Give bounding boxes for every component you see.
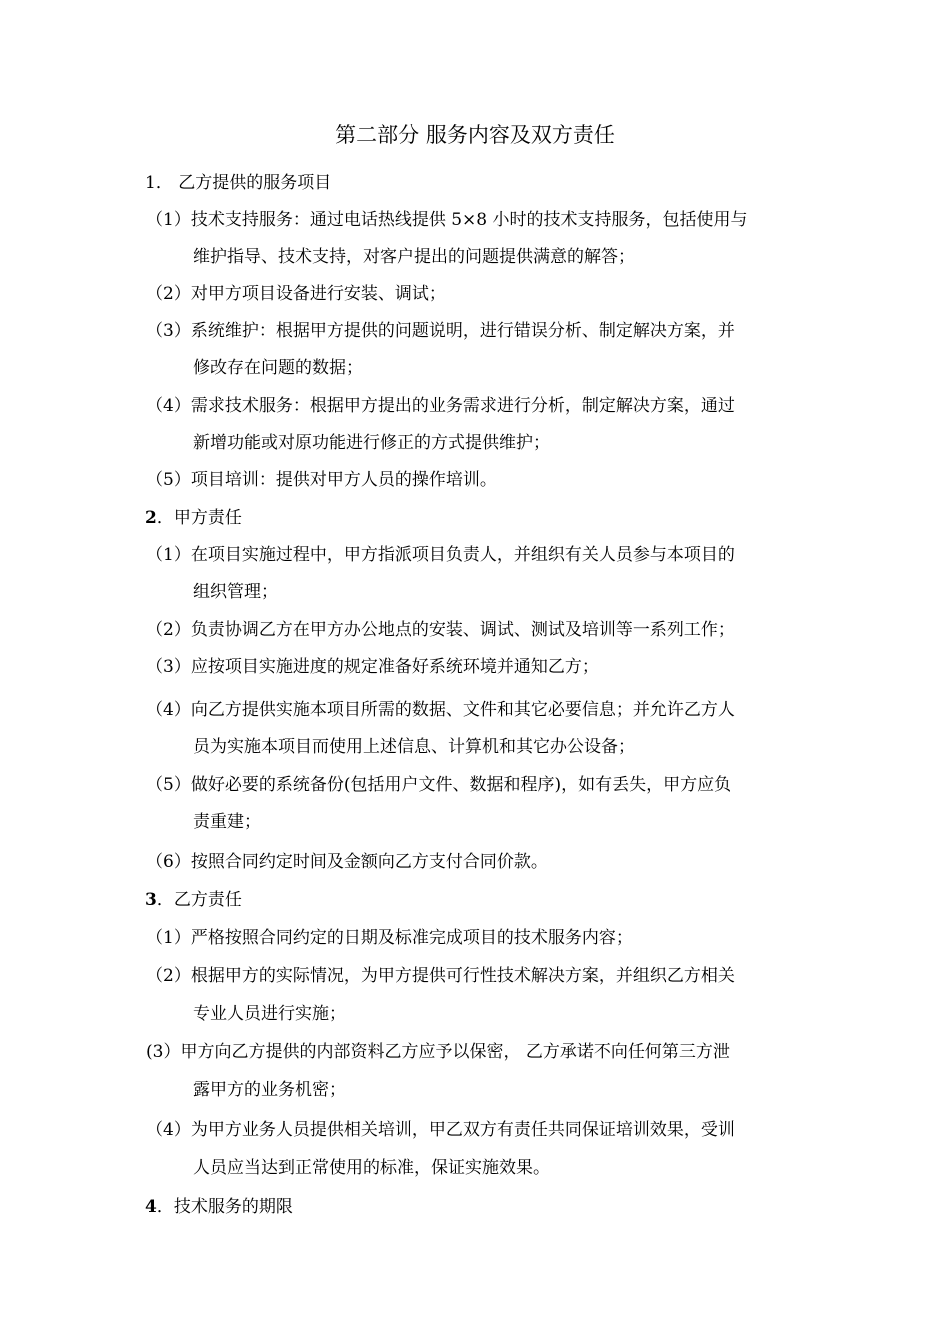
section-3-item-3: (3）甲方向乙方提供的内部资料乙方应予以保密， 乙方承诺不向任何第三方泄 xyxy=(146,1042,730,1062)
section-1-item-2: （2）对甲方项目设备进行安装、调试； xyxy=(146,284,446,304)
section-1-item-1: （1）技术支持服务：通过电话热线提供 5×8 小时的技术支持服务，包括使用与 xyxy=(146,210,748,230)
section-2-item-4-continued: 员为实施本项目而使用上述信息、计算机和其它办公设备； xyxy=(193,737,635,757)
page-title: 第二部分 服务内容及双方责任 xyxy=(335,123,615,147)
section-3-item-4: （4）为甲方业务人员提供相关培训，甲乙双方有责任共同保证培训效果，受训 xyxy=(146,1120,735,1140)
section-1-item-3: （3）系统维护：根据甲方提供的问题说明，进行错误分析、制定解决方案，并 xyxy=(146,321,735,341)
section-1-item-5: （5）项目培训：提供对甲方人员的操作培训。 xyxy=(146,470,497,490)
section-1-item-1-continued: 维护指导、技术支持，对客户提出的问题提供满意的解答； xyxy=(193,247,635,267)
section-3-heading xyxy=(145,887,242,913)
section-2-item-5: （5）做好必要的系统备份(包括用户文件、数据和程序)，如有丢失，甲方应负 xyxy=(146,775,732,795)
section-4-title: ．技术服务的期限 xyxy=(156,1197,293,1217)
section-2-title: ．甲方责任 xyxy=(156,508,242,528)
section-3-item-3-continued: 露甲方的业务机密； xyxy=(193,1080,346,1100)
section-3-item-2-continued: 专业人员进行实施； xyxy=(193,1004,346,1024)
section-2-item-5-continued: 责重建； xyxy=(193,812,261,832)
section-3-item-1: （1）严格按照合同约定的日期及标准完成项目的技术服务内容； xyxy=(146,928,633,948)
section-1-item-4: （4）需求技术服务：根据甲方提出的业务需求进行分析，制定解决方案，通过 xyxy=(146,396,735,416)
section-2-item-4: （4）向乙方提供实施本项目所需的数据、文件和其它必要信息；并允许乙方人 xyxy=(146,700,735,720)
section-2-item-2: （2）负责协调乙方在甲方办公地点的安装、调试、测试及培训等一系列工作； xyxy=(146,620,735,640)
section-3-item-4-continued: 人员应当达到正常使用的标准，保证实施效果。 xyxy=(193,1158,550,1178)
section-2-number: 2 xyxy=(145,508,157,528)
section-1-item-3-continued: 修改存在问题的数据； xyxy=(193,358,363,378)
section-2-item-3: （3）应按项目实施进度的规定准备好系统环境并通知乙方； xyxy=(146,657,599,677)
section-3-number: 3 xyxy=(145,890,157,910)
section-2-item-1-continued: 组织管理； xyxy=(193,582,278,602)
section-3-title: ．乙方责任 xyxy=(156,890,242,910)
section-2-item-6: （6）按照合同约定时间及金额向乙方支付合同价款。 xyxy=(146,852,548,872)
section-1-heading: 1． 乙方提供的服务项目 xyxy=(145,173,332,193)
section-4-heading xyxy=(145,1194,293,1220)
section-3-item-2: （2）根据甲方的实际情况，为甲方提供可行性技术解决方案，并组织乙方相关 xyxy=(146,966,735,986)
section-4-number: 4 xyxy=(145,1197,157,1217)
section-2-item-1: （1）在项目实施过程中，甲方指派项目负责人，并组织有关人员参与本项目的 xyxy=(146,545,735,565)
section-1-item-4-continued: 新增功能或对原功能进行修正的方式提供维护； xyxy=(193,433,550,453)
section-2-heading xyxy=(145,505,242,531)
